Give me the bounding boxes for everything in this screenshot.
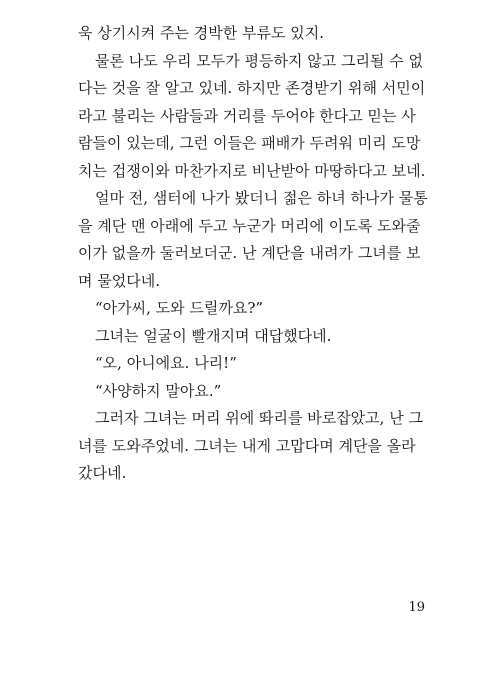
page-number: 19 bbox=[408, 600, 425, 615]
text-line: 람들이 있는데, 그런 이들은 패배가 두려워 미리 도망 bbox=[78, 134, 421, 152]
text-line: 라고 불리는 사람들과 거리를 두어야 한다고 믿는 사 bbox=[78, 106, 416, 125]
text-line: “아가씨, 도와 드릴까요?” bbox=[95, 299, 264, 317]
text-line: 그녀는 얼굴이 빨개지며 대답했다네. bbox=[95, 326, 332, 345]
text-line: “사양하지 말아요.” bbox=[95, 381, 222, 400]
text-line: 물론 나도 우리 모두가 평등하지 않고 그리될 수 없 bbox=[95, 51, 423, 70]
body-text bbox=[78, 20, 438, 488]
text-line: 그러자 그녀는 머리 위에 똬리를 바로잡았고, 난 그 bbox=[95, 409, 423, 427]
text-line: 얼마 전, 샘터에 나가 봤더니 젊은 하녀 하나가 물통 bbox=[95, 189, 428, 207]
text-line: 을 계단 맨 아래에 두고 누군가 머리에 이도록 도와줄 bbox=[78, 216, 421, 235]
text-line: 갔다네. bbox=[78, 464, 127, 482]
text-line: 이가 없을까 둘러보더군. 난 계단을 내려가 그녀를 보 bbox=[78, 244, 421, 262]
text-line: 며 물었다네. bbox=[78, 271, 160, 290]
text-line: 다는 것을 잘 알고 있네. 하지만 존경받기 위해 서민이 bbox=[78, 79, 426, 97]
text-line: 욱 상기시켜 주는 경박한 부류도 있지. bbox=[78, 24, 324, 42]
text-line: 녀를 도와주었네. 그녀는 내게 고맙다며 계단을 올라 bbox=[78, 436, 416, 455]
text-line: “오, 아니에요. 나리!” bbox=[95, 354, 237, 372]
text-line: 치는 겁쟁이와 마찬가지로 비난받아 마땅하다고 보네. bbox=[78, 161, 426, 180]
